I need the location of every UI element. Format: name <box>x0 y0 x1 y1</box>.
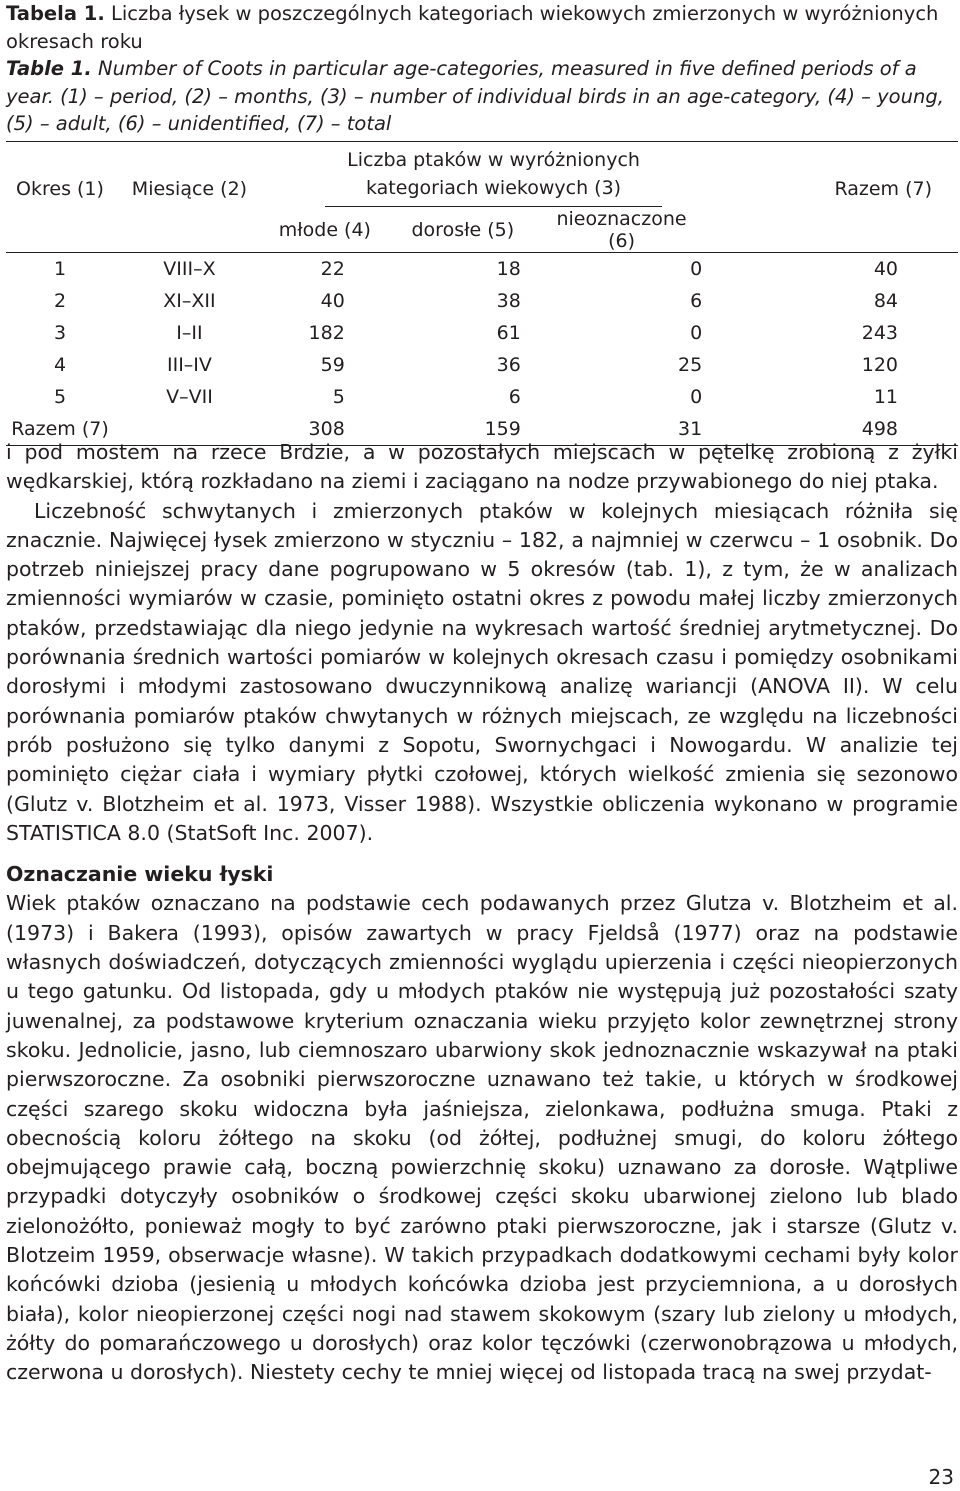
header-group-text: Liczba ptaków w wyróżnionych kategoriach wiekowych (3) <box>325 146 662 207</box>
table-caption-en-text: Number of Coots in particular age-categories, measured in five defined periods of a year. (1) – period, (2) – months, (3) – number of individual birds in an age-category, (4) – young, (5) – adult, (6) – unidentified, (7) – total <box>6 57 944 135</box>
cell-razem: 84 <box>873 290 898 312</box>
cell-total-dorosle: 159 <box>484 418 521 440</box>
paragraph: Liczebność schwytanych i zmierzonych ptaków w kolejnych miesiącach różniła się znacznie. Najwięcej łysek zmierzono w styczniu – 182, a najmniej w czerwcu – 1 osobnik. Do potrzeb niniejszej pracy dane pogrupowano w 5 okresów (tab. 1), z tym, że w analizach zmienności wymiarów w czasie, pominięto ostatni okres z powodu małej liczby zmierzonych ptaków, przedstawiając dla niego jedynie na wykresach wartość średniej arytmetycznej. Do porównania średnich wartości pomiarów w kolejnych okresach czasu i pomiędzy osobnikami dorosłymi i młodymi zastosowano dwuczynnikową analizę wariancji (ANOVA II). W celu porównania pomiarów ptaków chwytanych w różnych miejscach, ze względu na liczebności prób posłużono się tylko danymi z Sopotu, Swornychgaci i Nowogardu. W analizie tej pominięto ciężar ciała i wymiary płytki czołowej, których wielkość zmienia się sezonowo (Glutz v. Blotzheim et al. 1973, Visser 1988). Wszystkie obliczenia wykonano w programie STATISTICA 8.0 (StatSoft Inc. 2007). <box>6 498 958 845</box>
data-table <box>6 141 958 446</box>
cell-total-razem: 498 <box>861 418 898 440</box>
cell-miesiace: III–IV <box>166 354 212 376</box>
section-paragraph: Wiek ptaków oznaczano na podstawie cech podawanych przez Glutza v. Blotzheim et al. (1973) i Bakera (1993), opisów zawartych w pracy Fjeldså (1977) oraz na podstawie własnych doświadczeń, dotyczących zmienności wyglądu upierzenia i części nieopierzonych u tego gatunku. Od listopada, gdy u młodych ptaków nie występują już pozostałości szaty juwenalnej, za podstawowe kryterium oznaczania wieku przyjęto kolor zewnętrznej strony skoku. Jednolicie, jasno, lub ciemnoszaro ubarwiony skok jednoznacznie wskazywał na ptaki pierwszoroczne. Za osobniki pierwszoroczne uznawano też takie, u których w środkowej części szarego skoku widoczna była jaśniejsza, zielonkawa, podłużna smuga. Ptaki z obecnością koloru żółtego na skoku (od żółtej, podłużnej smugi, do koloru żółtego obejmującego prawie całą, boczną powierzchnię skoku) uznawano za dorosłe. Wątpliwe przypadki dotyczyły osobników o środkowej części skoku ubarwionej zielono lub blado zielonożółto, ponieważ mogły to być zarówno ptaki pierwszoroczne, jak i starsze (Glutz v. Blotzeim 1959, obserwacje własne). W takich przypadkach dodatkowymi cechami były kolor końcówki dzioba (jesienią u młodych końcówka dzioba jest przyciemniona, a u dorosłych biała), kolor nieopierzonej części nogi nad stawem skokowym (szary lub zielony u młodych, żółty do pomarańczowego u dorosłych) oraz kolor tęczówki (czerwonobrązowa u młodych, czerwona u dorosłych). Niestety cechy te mniej więcej od listopada tracą na swej przydat- <box>6 891 958 1385</box>
cell-total-nieoznaczone: 31 <box>678 418 703 440</box>
cell-okres: 4 <box>53 354 67 376</box>
cell-razem: 11 <box>873 386 898 408</box>
cell-dorosle: 61 <box>496 322 521 344</box>
cell-razem: 40 <box>873 258 898 280</box>
header-razem: Razem (7) <box>834 178 932 200</box>
cell-miesiace: V–VII <box>166 386 213 408</box>
cell-miesiace: XI–XII <box>163 290 216 312</box>
cell-mlode: 182 <box>308 322 345 344</box>
body-text <box>6 438 958 1388</box>
cell-razem: 243 <box>861 322 898 344</box>
cell-miesiace: I–II <box>176 322 203 344</box>
table-caption-pl <box>6 0 958 55</box>
cell-razem: 120 <box>861 354 898 376</box>
header-group <box>265 142 702 209</box>
table-row <box>6 253 958 286</box>
table-caption-en <box>6 55 958 138</box>
cell-mlode: 22 <box>320 258 345 280</box>
cell-miesiace: VIII–X <box>163 258 216 280</box>
cell-mlode: 40 <box>320 290 345 312</box>
cell-dorosle: 36 <box>496 354 521 376</box>
header-miesiace: Miesiące (2) <box>131 178 248 200</box>
cell-okres: 3 <box>53 322 67 344</box>
table-label-en: Table 1. <box>6 57 92 80</box>
page-number: 23 <box>928 1465 954 1489</box>
cell-nieoznaczone: 6 <box>690 290 703 312</box>
section-title: Oznaczanie wieku łyski <box>6 862 274 887</box>
cell-total-label: Razem (7) <box>11 418 109 440</box>
table-caption-pl-text: Liczba łysek w poszczególnych kategoriach wiekowych zmierzonych w wyróżnionych okresach roku <box>6 2 939 53</box>
cell-dorosle: 38 <box>496 290 521 312</box>
cell-total-mlode: 308 <box>308 418 345 440</box>
cell-dorosle: 6 <box>508 386 521 408</box>
cell-okres: 5 <box>53 386 67 408</box>
cell-nieoznaczone: 0 <box>690 322 703 344</box>
table-row <box>6 317 958 349</box>
header-nieoznaczone: nieoznaczone (6) <box>556 208 687 252</box>
cell-nieoznaczone: 0 <box>690 386 703 408</box>
page <box>6 0 958 1385</box>
header-mlode: młode (4) <box>278 219 371 241</box>
table-row <box>6 349 958 381</box>
paragraph: i pod mostem na rzece Brdzie, a w pozostałych miejscach w pętelkę zrobioną z żyłki wędkarskiej, którą rozkładano na ziemi i zaciągano na nodze przywabionego do niej ptaka. <box>6 440 958 494</box>
cell-dorosle: 18 <box>496 258 521 280</box>
table-label-pl: Tabela 1. <box>6 2 105 25</box>
table-row <box>6 285 958 317</box>
cell-nieoznaczone: 25 <box>678 354 703 376</box>
cell-mlode: 59 <box>320 354 345 376</box>
header-okres: Okres (1) <box>16 178 104 200</box>
cell-mlode: 5 <box>332 386 345 408</box>
cell-nieoznaczone: 0 <box>690 258 703 280</box>
cell-okres: 2 <box>53 290 67 312</box>
cell-okres: 1 <box>53 258 67 280</box>
header-dorosle: dorosłe (5) <box>411 219 515 241</box>
table-row <box>6 381 958 413</box>
